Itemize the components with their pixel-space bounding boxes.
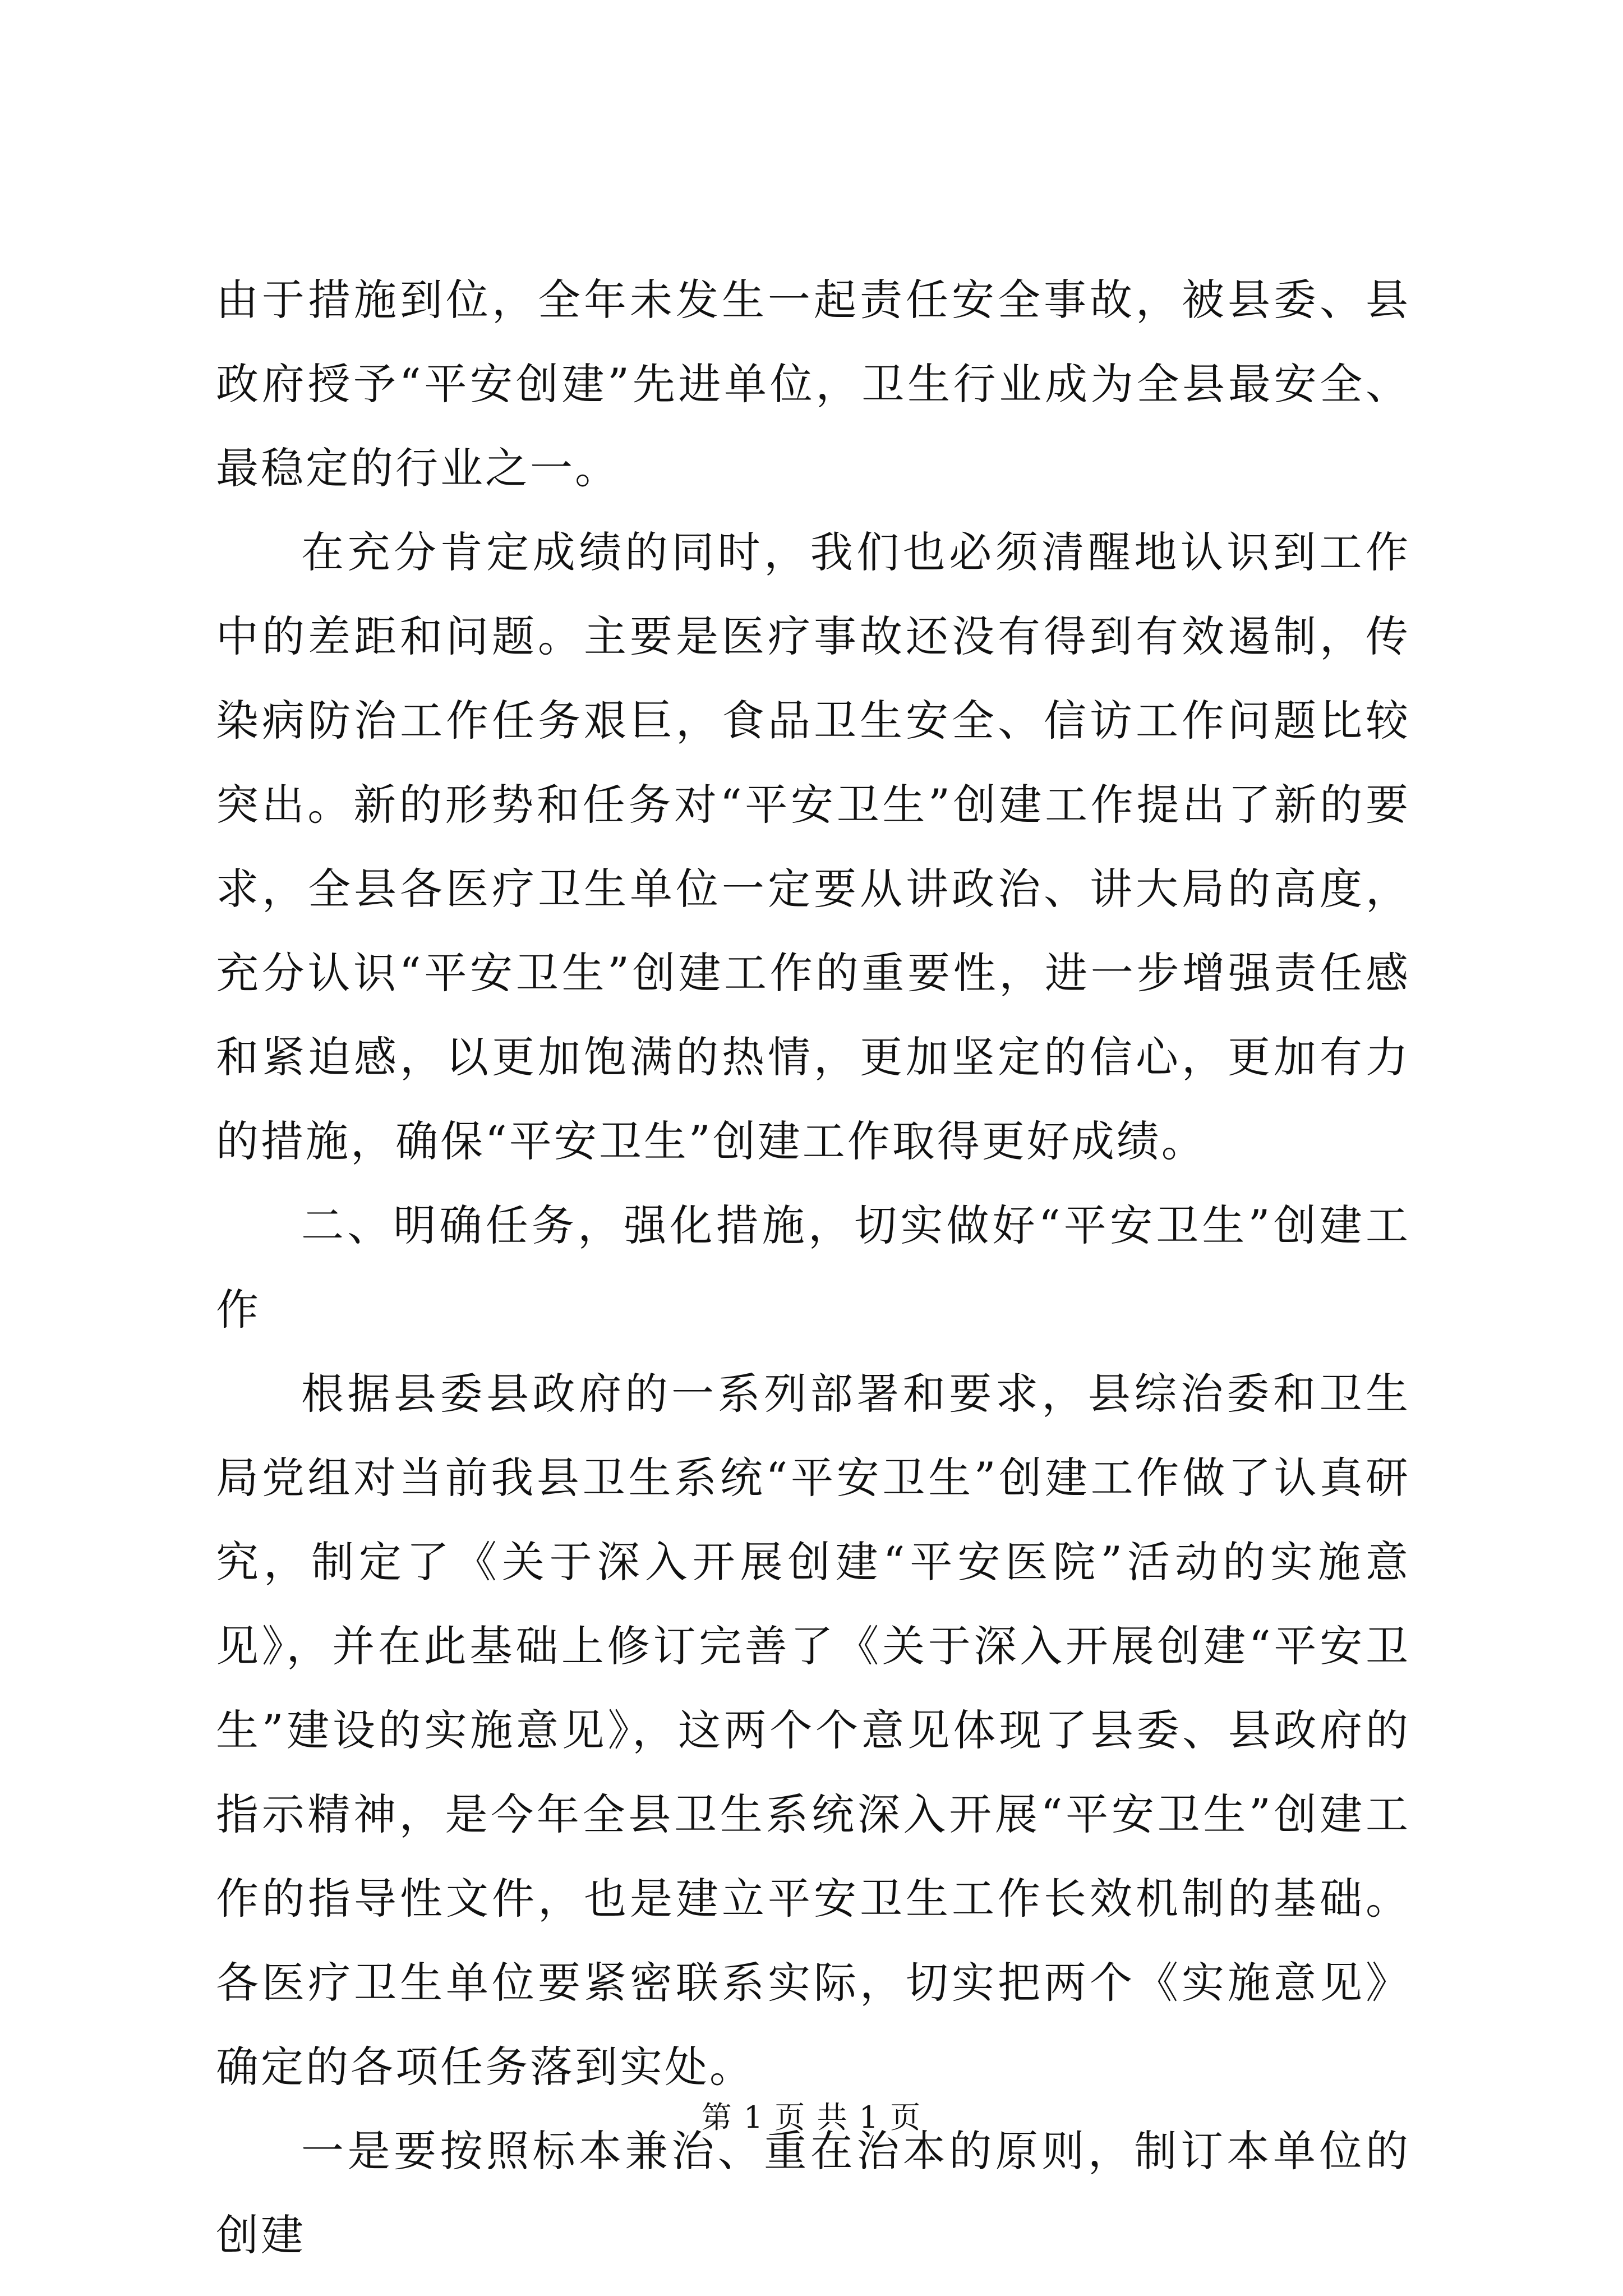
paragraph-1: 由于措施到位，全年未发生一起责任安全事故，被县委、县政府授予“平安创建”先进单位，卫生行业成为全县最安全、最稳定的行业之一。 <box>216 275 1410 493</box>
paragraph-3: 根据县委县政府的一系列部署和要求，县综治委和卫生局党组对当前我县卫生系统“平安卫生”创建工作做了认真研究，制定了《关于深入开展创建“平安医院”活动的实施意见》，并在此基础上修订完善了《关于深入开展创建“平安卫生”建设的实施意见》，这两个个意见体现了县委、县政府的指示精神，是今年全县卫生系统深入开展“平安卫生”创建工作的指导性文件，也是建立平安卫生工作长效机制的基础。各医疗卫生单位要紧密联系实际，切实把两个《实施意见》确定的各项任务落到实处。 <box>216 1369 1410 2092</box>
page-footer: 第 1 页 共 1 页 <box>701 2100 922 2135</box>
paragraph-4: 一是要按照标本兼治、重在治本的原则，制订本单位的创建 <box>216 2126 1410 2260</box>
section-heading: 二、明确任务，强化措施，切实做好“平安卫生”创建工作 <box>216 1200 1410 1335</box>
paragraph-2: 在充分肯定成绩的同时，我们也必须清醒地认识到工作中的差距和问题。主要是医疗事故还没有得到有效遏制，传染病防治工作任务艰巨，食品卫生安全、信访工作问题比较突出。新的形势和任务对“平安卫生”创建工作提出了新的要求，全县各医疗卫生单位一定要从讲政治、讲大局的高度，充分认识“平安卫生”创建工作的重要性，进一步增强责任感和紧迫感，以更加饱满的热情，更加坚定的信心，更加有力的措施，确保“平安卫生”创建工作取得更好成绩。 <box>216 527 1410 1166</box>
document-body <box>216 258 1410 2277</box>
